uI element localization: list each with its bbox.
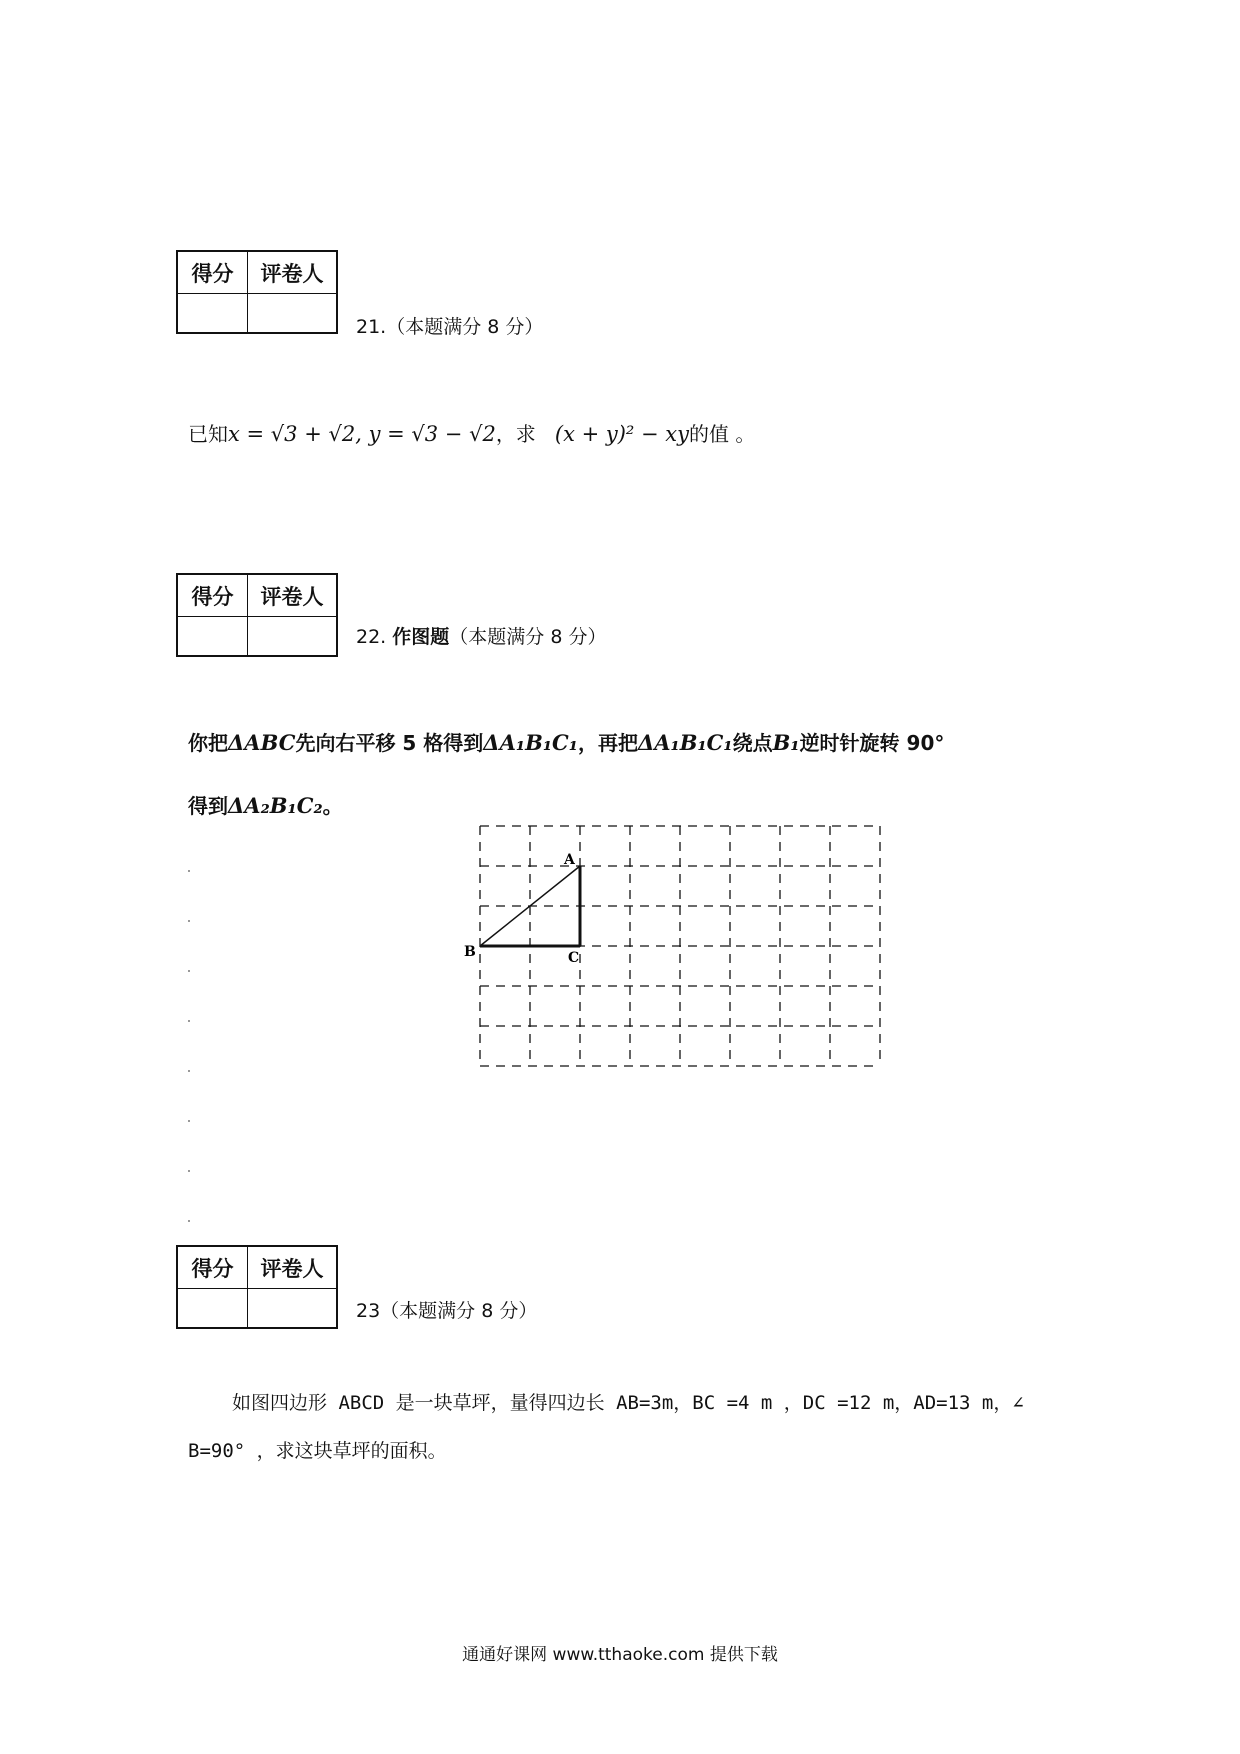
question-21-text: 已知x = √3 + √2, y = √3 − √2，求 (x + y)² − xy的值 。 [188, 422, 756, 446]
margin-dot [188, 870, 190, 872]
score-cell[interactable] [178, 617, 248, 655]
grader-cell[interactable] [248, 1289, 336, 1327]
margin-dot [188, 920, 190, 922]
score-box-23 [176, 1245, 338, 1329]
point-label-a: A [564, 852, 575, 868]
question-21-header: 21.（本题满分 8 分） [356, 316, 544, 338]
question-23-header: 23（本题满分 8 分） [356, 1300, 538, 1322]
margin-dot [188, 1020, 190, 1022]
question-23-line-1: 如图四边形 ABCD 是一块草坪，量得四边长 AB=3m，BC =4 m ，DC =12 m，AD=13 m，∠ [232, 1392, 1024, 1414]
question-23-line-2: B=90° ，求这块草坪的面积。 [188, 1440, 447, 1462]
question-22-line-2: 得到ΔA₂B₁C₂。 [188, 793, 343, 818]
grader-cell[interactable] [248, 294, 336, 332]
score-cell[interactable] [178, 1289, 248, 1327]
margin-dot [188, 1070, 190, 1072]
margin-dot [188, 1170, 190, 1172]
grid-figure [464, 820, 890, 1080]
given-expression: x = √3 + √2, y = √3 − √2 [228, 422, 496, 446]
footer-credit: 通通好课网 www.tthaoke.com 提供下载 [462, 1645, 778, 1665]
grader-header: 评卷人 [248, 252, 336, 294]
score-cell[interactable] [178, 294, 248, 332]
margin-dot [188, 1120, 190, 1122]
score-header: 得分 [178, 1247, 248, 1289]
score-box-21 [176, 250, 338, 334]
score-box-22 [176, 573, 338, 657]
point-label-b: B [464, 944, 476, 960]
margin-dot [188, 970, 190, 972]
question-22-type: 作图题 [392, 626, 450, 648]
grader-header: 评卷人 [248, 575, 336, 617]
score-header: 得分 [178, 252, 248, 294]
grader-cell[interactable] [248, 617, 336, 655]
margin-dot [188, 1220, 190, 1222]
point-label-c: C [568, 950, 580, 966]
target-expression: (x + y)² − xy [554, 422, 690, 446]
score-header: 得分 [178, 575, 248, 617]
question-22-header: 22. 作图题（本题满分 8 分） [356, 626, 607, 648]
question-22-line-1: 你把ΔABC先向右平移 5 格得到ΔA₁B₁C₁，再把ΔA₁B₁C₁绕点B₁逆时针旋转 90° [188, 730, 945, 755]
grader-header: 评卷人 [248, 1247, 336, 1289]
